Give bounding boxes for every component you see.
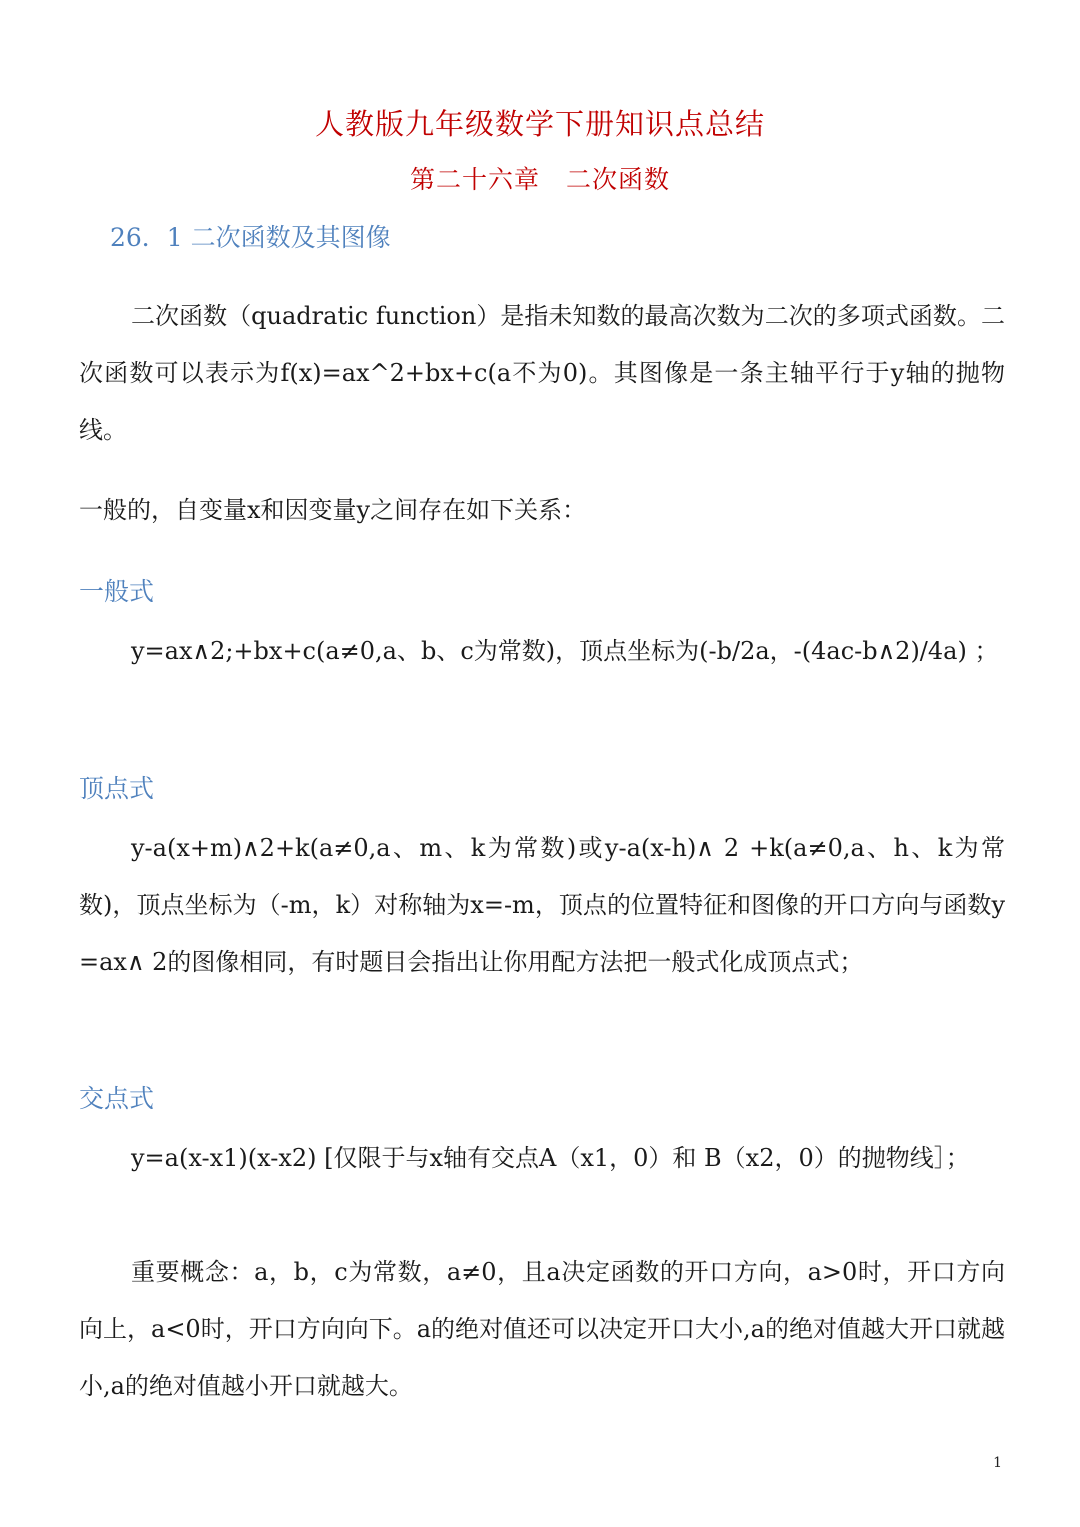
section-title: 26．1 二次函数及其图像 xyxy=(110,223,391,252)
general-form-body: y=ax∧2;+bx+c(a≠0,a、b、c为常数)，顶点坐标为(-b/2a，-(4ac-b∧2)/4a) ； xyxy=(131,637,999,665)
intro-paragraph: 二次函数（quadratic function）是指未知数的最高次数为二次的多项式函数。二次函数可以表示为f(x)=ax^2+bx+c(a不为0)。其图像是一条主轴平行于y轴的抛物线。 xyxy=(79,302,1005,444)
chapter-number: 第二十六章 xyxy=(409,165,540,194)
document-title: 人教版九年级数学下册知识点总结 xyxy=(314,107,765,141)
general-form-heading: 一般式 xyxy=(79,577,155,606)
vertex-form-body: y-a(x+m)∧2+k(a≠0,a、m、k为常数)或y-a(x-h)∧ 2 +k(a≠0,a、h、k为常数)，顶点坐标为（-m，k）对称轴为x=-m，顶点的位置特征和图像的开口方向与函数y =ax∧ 2的图像相同，有时题目会指出让你用配方法把一般式化成顶点式； xyxy=(79,834,1005,976)
chapter-name: 二次函数 xyxy=(566,165,671,194)
intercept-form-heading: 交点式 xyxy=(79,1084,155,1113)
relation-paragraph: 一般的，自变量x和因变量y之间存在如下关系： xyxy=(79,496,587,524)
chapter-title xyxy=(0,160,1080,196)
page-number: 1 xyxy=(993,1455,1002,1471)
vertex-form-heading: 顶点式 xyxy=(79,774,155,803)
concept-paragraph: 重要概念：a，b，c为常数，a≠0，且a决定函数的开口方向，a>0时，开口方向向上，a<0时，开口方向向下。a的绝对值还可以决定开口大小,a的绝对值越大开口就越小,a的绝对值越小开口就越大。 xyxy=(79,1258,1005,1400)
intercept-form-body: y=a(x-x1)(x-x2) [仅限于与x轴有交点A（x1，0）和 B（x2，0）的抛物线］； xyxy=(131,1144,970,1172)
